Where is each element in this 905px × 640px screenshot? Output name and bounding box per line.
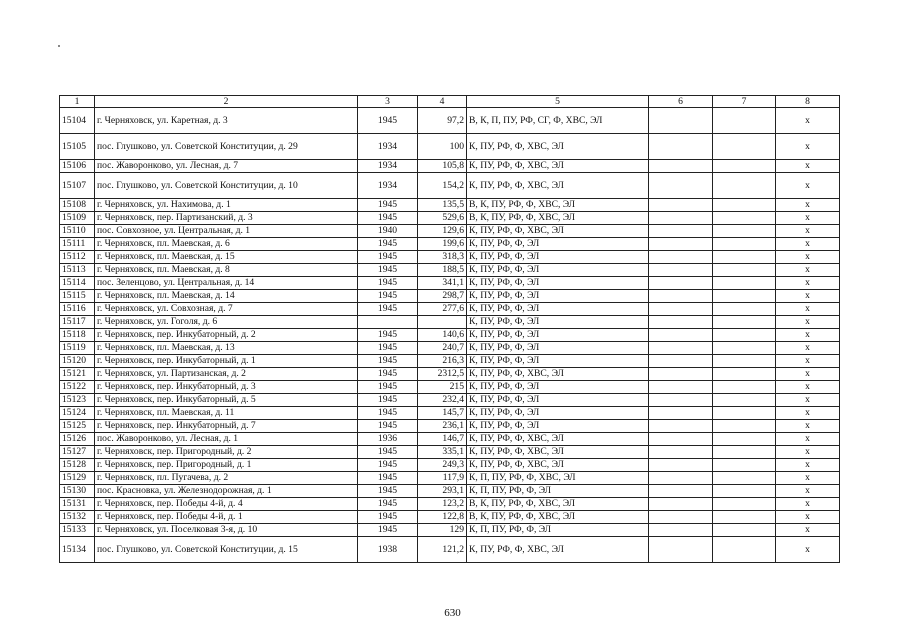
registry-number-cell: 15123 [60, 394, 95, 407]
column-6-cell [649, 225, 713, 238]
address-cell: г. Черняховск, пл. Маевская, д. 13 [95, 342, 358, 355]
column-6-cell [649, 238, 713, 251]
column-header: 7 [713, 96, 776, 108]
column-6-cell [649, 407, 713, 420]
table-row [60, 420, 840, 433]
address-cell: г. Черняховск, ул. Гоголя, д. 6 [95, 316, 358, 329]
registry-number-cell: 15129 [60, 472, 95, 485]
registry-number-cell: 15105 [60, 134, 95, 160]
column-8-cell: x [776, 381, 840, 394]
year-built-cell: 1945 [358, 407, 418, 420]
utilities-cell: К, ПУ, РФ, Ф, ЭЛ [467, 420, 649, 433]
year-built-cell: 1945 [358, 355, 418, 368]
area-cell: 335,1 [418, 446, 467, 459]
utilities-cell: К, ПУ, РФ, Ф, ХВС, ЭЛ [467, 368, 649, 381]
table-row [60, 212, 840, 225]
address-cell: г. Черняховск, пер. Победы 4-й, д. 1 [95, 511, 358, 524]
registry-number-cell: 15110 [60, 225, 95, 238]
year-built-cell: 1945 [358, 342, 418, 355]
area-cell: 232,4 [418, 394, 467, 407]
housing-registry-table [59, 95, 840, 563]
column-6-cell [649, 329, 713, 342]
registry-number-cell: 15114 [60, 277, 95, 290]
address-cell: г. Черняховск, пл. Маевская, д. 6 [95, 238, 358, 251]
table-row [60, 225, 840, 238]
column-8-cell: x [776, 485, 840, 498]
registry-number-cell: 15132 [60, 511, 95, 524]
utilities-cell: К, ПУ, РФ, Ф, ХВС, ЭЛ [467, 173, 649, 199]
registry-number-cell: 15121 [60, 368, 95, 381]
table-row [60, 303, 840, 316]
year-built-cell: 1945 [358, 303, 418, 316]
table-row [60, 446, 840, 459]
column-6-cell [649, 251, 713, 264]
column-8-cell: x [776, 212, 840, 225]
column-7-cell [713, 199, 776, 212]
utilities-cell: К, ПУ, РФ, Ф, ХВС, ЭЛ [467, 225, 649, 238]
column-header: 6 [649, 96, 713, 108]
year-built-cell [358, 316, 418, 329]
table-row [60, 342, 840, 355]
utilities-cell: К, ПУ, РФ, Ф, ЭЛ [467, 290, 649, 303]
column-8-cell: x [776, 277, 840, 290]
table-row [60, 251, 840, 264]
column-8-cell: x [776, 290, 840, 303]
area-cell: 140,6 [418, 329, 467, 342]
year-built-cell: 1945 [358, 511, 418, 524]
column-8-cell: x [776, 342, 840, 355]
column-8-cell: x [776, 446, 840, 459]
table-row [60, 290, 840, 303]
registry-number-cell: 15120 [60, 355, 95, 368]
address-cell: г. Черняховск, пер. Пригородный, д. 1 [95, 459, 358, 472]
column-header: 2 [95, 96, 358, 108]
column-7-cell [713, 238, 776, 251]
registry-number-cell: 15109 [60, 212, 95, 225]
column-7-cell [713, 394, 776, 407]
registry-number-cell: 15130 [60, 485, 95, 498]
registry-number-cell: 15125 [60, 420, 95, 433]
year-built-cell: 1945 [358, 290, 418, 303]
column-7-cell [713, 368, 776, 381]
page-number: 630 [444, 607, 461, 619]
utilities-cell: В, К, ПУ, РФ, Ф, ХВС, ЭЛ [467, 199, 649, 212]
column-header: 4 [418, 96, 467, 108]
column-7-cell [713, 446, 776, 459]
registry-number-cell: 15128 [60, 459, 95, 472]
year-built-cell: 1945 [358, 472, 418, 485]
table-row [60, 173, 840, 199]
column-8-cell: x [776, 355, 840, 368]
utilities-cell: К, П, ПУ, РФ, Ф, ЭЛ [467, 524, 649, 537]
registry-number-cell: 15117 [60, 316, 95, 329]
column-6-cell [649, 108, 713, 134]
year-built-cell: 1934 [358, 134, 418, 160]
area-cell: 240,7 [418, 342, 467, 355]
table-row [60, 316, 840, 329]
year-built-cell: 1945 [358, 524, 418, 537]
table-row [60, 394, 840, 407]
utilities-cell: К, ПУ, РФ, Ф, ЭЛ [467, 303, 649, 316]
table-row [60, 498, 840, 511]
column-6-cell [649, 511, 713, 524]
utilities-cell: В, К, ПУ, РФ, Ф, ХВС, ЭЛ [467, 511, 649, 524]
column-6-cell [649, 446, 713, 459]
table-row [60, 199, 840, 212]
column-7-cell [713, 303, 776, 316]
address-cell: г. Черняховск, пл. Маевская, д. 8 [95, 264, 358, 277]
area-cell: 117,9 [418, 472, 467, 485]
address-cell: г. Черняховск, ул. Нахимова, д. 1 [95, 199, 358, 212]
column-6-cell [649, 394, 713, 407]
column-6-cell [649, 433, 713, 446]
column-7-cell [713, 498, 776, 511]
table-row [60, 433, 840, 446]
column-6-cell [649, 290, 713, 303]
address-cell: г. Черняховск, ул. Поселковая 3-я, д. 10 [95, 524, 358, 537]
table-row [60, 329, 840, 342]
table-row [60, 134, 840, 160]
column-6-cell [649, 420, 713, 433]
address-cell: г. Черняховск, пер. Пригородный, д. 2 [95, 446, 358, 459]
column-8-cell: x [776, 524, 840, 537]
column-6-cell [649, 173, 713, 199]
area-cell: 100 [418, 134, 467, 160]
registry-number-cell: 15127 [60, 446, 95, 459]
address-cell: г. Черняховск, пер. Партизанский, д. 3 [95, 212, 358, 225]
address-cell: г. Черняховск, пер. Инкубаторный, д. 5 [95, 394, 358, 407]
column-8-cell: x [776, 511, 840, 524]
column-7-cell [713, 342, 776, 355]
year-built-cell: 1945 [358, 485, 418, 498]
utilities-cell: К, ПУ, РФ, Ф, ЭЛ [467, 381, 649, 394]
table-row [60, 459, 840, 472]
registry-number-cell: 15108 [60, 199, 95, 212]
utilities-cell: К, ПУ, РФ, Ф, ЭЛ [467, 394, 649, 407]
utilities-cell: К, ПУ, РФ, Ф, ЭЛ [467, 238, 649, 251]
utilities-cell: К, ПУ, РФ, Ф, ЭЛ [467, 264, 649, 277]
column-header: 3 [358, 96, 418, 108]
column-7-cell [713, 160, 776, 173]
column-7-cell [713, 251, 776, 264]
column-6-cell [649, 485, 713, 498]
column-7-cell [713, 355, 776, 368]
column-8-cell: x [776, 329, 840, 342]
address-cell: г. Черняховск, ул. Партизанская, д. 2 [95, 368, 358, 381]
registry-number-cell: 15122 [60, 381, 95, 394]
address-cell: г. Черняховск, пер. Инкубаторный, д. 1 [95, 355, 358, 368]
column-6-cell [649, 537, 713, 563]
utilities-cell: К, ПУ, РФ, Ф, ЭЛ [467, 342, 649, 355]
table-row [60, 472, 840, 485]
area-cell: 298,7 [418, 290, 467, 303]
year-built-cell: 1945 [358, 251, 418, 264]
utilities-cell: К, ПУ, РФ, Ф, ХВС, ЭЛ [467, 537, 649, 563]
column-6-cell [649, 303, 713, 316]
year-built-cell: 1945 [358, 238, 418, 251]
utilities-cell: К, П, ПУ, РФ, Ф, ХВС, ЭЛ [467, 472, 649, 485]
year-built-cell: 1934 [358, 160, 418, 173]
column-8-cell: x [776, 108, 840, 134]
column-7-cell [713, 485, 776, 498]
area-cell: 341,1 [418, 277, 467, 290]
area-cell: 529,6 [418, 212, 467, 225]
registry-number-cell: 15111 [60, 238, 95, 251]
area-cell: 318,3 [418, 251, 467, 264]
column-7-cell [713, 537, 776, 563]
column-8-cell: x [776, 459, 840, 472]
column-6-cell [649, 316, 713, 329]
address-cell: пос. Глушково, ул. Советской Конституции, д. 29 [95, 134, 358, 160]
year-built-cell: 1945 [358, 420, 418, 433]
column-7-cell [713, 524, 776, 537]
column-8-cell: x [776, 238, 840, 251]
registry-number-cell: 15112 [60, 251, 95, 264]
address-cell: пос. Глушково, ул. Советской Конституции, д. 15 [95, 537, 358, 563]
address-cell: г. Черняховск, пер. Инкубаторный, д. 7 [95, 420, 358, 433]
table-header-row [60, 96, 840, 108]
utilities-cell: К, ПУ, РФ, Ф, ХВС, ЭЛ [467, 433, 649, 446]
utilities-cell: К, ПУ, РФ, Ф, ЭЛ [467, 329, 649, 342]
column-7-cell [713, 472, 776, 485]
registry-number-cell: 15134 [60, 537, 95, 563]
column-7-cell [713, 329, 776, 342]
year-built-cell: 1940 [358, 225, 418, 238]
address-cell: пос. Зеленцово, ул. Центральная, д. 14 [95, 277, 358, 290]
utilities-cell: К, ПУ, РФ, Ф, ЭЛ [467, 316, 649, 329]
column-8-cell: x [776, 407, 840, 420]
table-row [60, 511, 840, 524]
column-8-cell: x [776, 420, 840, 433]
year-built-cell: 1945 [358, 446, 418, 459]
column-8-cell: x [776, 433, 840, 446]
area-cell: 129,6 [418, 225, 467, 238]
area-cell: 97,2 [418, 108, 467, 134]
table-row [60, 368, 840, 381]
address-cell: г. Черняховск, ул. Каретная, д. 3 [95, 108, 358, 134]
table-row [60, 485, 840, 498]
column-7-cell [713, 173, 776, 199]
column-7-cell [713, 407, 776, 420]
year-built-cell: 1945 [358, 329, 418, 342]
table-row [60, 238, 840, 251]
area-cell: 105,8 [418, 160, 467, 173]
column-8-cell: x [776, 368, 840, 381]
table-row [60, 277, 840, 290]
column-8-cell: x [776, 303, 840, 316]
area-cell: 2312,5 [418, 368, 467, 381]
column-header: 5 [467, 96, 649, 108]
area-cell: 188,5 [418, 264, 467, 277]
registry-number-cell: 15115 [60, 290, 95, 303]
area-cell: 216,3 [418, 355, 467, 368]
column-7-cell [713, 212, 776, 225]
column-6-cell [649, 264, 713, 277]
utilities-cell: К, ПУ, РФ, Ф, ЭЛ [467, 277, 649, 290]
registry-number-cell: 15126 [60, 433, 95, 446]
registry-number-cell: 15116 [60, 303, 95, 316]
table-row [60, 381, 840, 394]
year-built-cell: 1945 [358, 498, 418, 511]
utilities-cell: К, ПУ, РФ, Ф, ЭЛ [467, 251, 649, 264]
column-7-cell [713, 134, 776, 160]
area-cell: 135,5 [418, 199, 467, 212]
table-row [60, 160, 840, 173]
area-cell: 293,1 [418, 485, 467, 498]
area-cell: 154,2 [418, 173, 467, 199]
registry-number-cell: 15133 [60, 524, 95, 537]
column-8-cell: x [776, 134, 840, 160]
column-header: 1 [60, 96, 95, 108]
registry-number-cell: 15131 [60, 498, 95, 511]
address-cell: пос. Совхозное, ул. Центральная, д. 1 [95, 225, 358, 238]
column-8-cell: x [776, 173, 840, 199]
column-7-cell [713, 420, 776, 433]
address-cell: пос. Жаворонково, ул. Лесная, д. 7 [95, 160, 358, 173]
utilities-cell: К, ПУ, РФ, Ф, ХВС, ЭЛ [467, 160, 649, 173]
year-built-cell: 1945 [358, 199, 418, 212]
column-7-cell [713, 381, 776, 394]
column-6-cell [649, 134, 713, 160]
column-7-cell [713, 108, 776, 134]
column-6-cell [649, 160, 713, 173]
utilities-cell: К, П, ПУ, РФ, Ф, ЭЛ [467, 485, 649, 498]
column-6-cell [649, 459, 713, 472]
address-cell: пос. Жаворонково, ул. Лесная, д. 1 [95, 433, 358, 446]
area-cell: 121,2 [418, 537, 467, 563]
column-6-cell [649, 381, 713, 394]
column-7-cell [713, 277, 776, 290]
column-6-cell [649, 472, 713, 485]
area-cell: 249,3 [418, 459, 467, 472]
registry-number-cell: 15119 [60, 342, 95, 355]
area-cell: 277,6 [418, 303, 467, 316]
address-cell: пос. Глушково, ул. Советской Конституции, д. 10 [95, 173, 358, 199]
table-row [60, 537, 840, 563]
area-cell: 122,8 [418, 511, 467, 524]
column-6-cell [649, 355, 713, 368]
year-built-cell: 1945 [358, 264, 418, 277]
column-8-cell: x [776, 316, 840, 329]
column-7-cell [713, 459, 776, 472]
scan-speck [58, 45, 60, 47]
year-built-cell: 1945 [358, 381, 418, 394]
year-built-cell: 1945 [358, 277, 418, 290]
registry-number-cell: 15124 [60, 407, 95, 420]
column-6-cell [649, 277, 713, 290]
table-row [60, 355, 840, 368]
table-row [60, 108, 840, 134]
column-8-cell: x [776, 160, 840, 173]
utilities-cell: В, К, П, ПУ, РФ, СГ, Ф, ХВС, ЭЛ [467, 108, 649, 134]
area-cell: 199,6 [418, 238, 467, 251]
utilities-cell: В, К, ПУ, РФ, Ф, ХВС, ЭЛ [467, 498, 649, 511]
address-cell: г. Черняховск, ул. Совхозная, д. 7 [95, 303, 358, 316]
registry-number-cell: 15107 [60, 173, 95, 199]
column-8-cell: x [776, 472, 840, 485]
column-8-cell: x [776, 264, 840, 277]
area-cell [418, 316, 467, 329]
address-cell: г. Черняховск, пер. Инкубаторный, д. 3 [95, 381, 358, 394]
column-6-cell [649, 199, 713, 212]
column-7-cell [713, 511, 776, 524]
address-cell: г. Черняховск, пл. Маевская, д. 11 [95, 407, 358, 420]
address-cell: г. Черняховск, пл. Пугачева, д. 2 [95, 472, 358, 485]
column-7-cell [713, 264, 776, 277]
area-cell: 123,2 [418, 498, 467, 511]
address-cell: г. Черняховск, пл. Маевская, д. 15 [95, 251, 358, 264]
table-row [60, 524, 840, 537]
table-row [60, 264, 840, 277]
utilities-cell: К, ПУ, РФ, Ф, ХВС, ЭЛ [467, 446, 649, 459]
area-cell: 129 [418, 524, 467, 537]
utilities-cell: В, К, ПУ, РФ, Ф, ХВС, ЭЛ [467, 212, 649, 225]
column-7-cell [713, 316, 776, 329]
column-6-cell [649, 524, 713, 537]
column-6-cell [649, 212, 713, 225]
registry-number-cell: 15113 [60, 264, 95, 277]
column-header: 8 [776, 96, 840, 108]
column-8-cell: x [776, 394, 840, 407]
area-cell: 215 [418, 381, 467, 394]
column-8-cell: x [776, 537, 840, 563]
column-8-cell: x [776, 225, 840, 238]
utilities-cell: К, ПУ, РФ, Ф, ЭЛ [467, 355, 649, 368]
registry-number-cell: 15106 [60, 160, 95, 173]
year-built-cell: 1945 [358, 108, 418, 134]
year-built-cell: 1945 [358, 368, 418, 381]
year-built-cell: 1945 [358, 394, 418, 407]
column-8-cell: x [776, 199, 840, 212]
column-7-cell [713, 433, 776, 446]
column-6-cell [649, 498, 713, 511]
address-cell: г. Черняховск, пер. Победы 4-й, д. 4 [95, 498, 358, 511]
area-cell: 146,7 [418, 433, 467, 446]
utilities-cell: К, ПУ, РФ, Ф, ЭЛ [467, 407, 649, 420]
registry-number-cell: 15104 [60, 108, 95, 134]
address-cell: г. Черняховск, пл. Маевская, д. 14 [95, 290, 358, 303]
year-built-cell: 1945 [358, 212, 418, 225]
year-built-cell: 1936 [358, 433, 418, 446]
column-6-cell [649, 368, 713, 381]
column-6-cell [649, 342, 713, 355]
column-7-cell [713, 225, 776, 238]
year-built-cell: 1945 [358, 459, 418, 472]
address-cell: пос. Красновка, ул. Железнодорожная, д. 1 [95, 485, 358, 498]
column-8-cell: x [776, 498, 840, 511]
registry-number-cell: 15118 [60, 329, 95, 342]
area-cell: 145,7 [418, 407, 467, 420]
address-cell: г. Черняховск, пер. Инкубаторный, д. 2 [95, 329, 358, 342]
area-cell: 236,1 [418, 420, 467, 433]
table-row [60, 407, 840, 420]
utilities-cell: К, ПУ, РФ, Ф, ХВС, ЭЛ [467, 459, 649, 472]
utilities-cell: К, ПУ, РФ, Ф, ХВС, ЭЛ [467, 134, 649, 160]
column-7-cell [713, 290, 776, 303]
year-built-cell: 1934 [358, 173, 418, 199]
column-8-cell: x [776, 251, 840, 264]
year-built-cell: 1938 [358, 537, 418, 563]
